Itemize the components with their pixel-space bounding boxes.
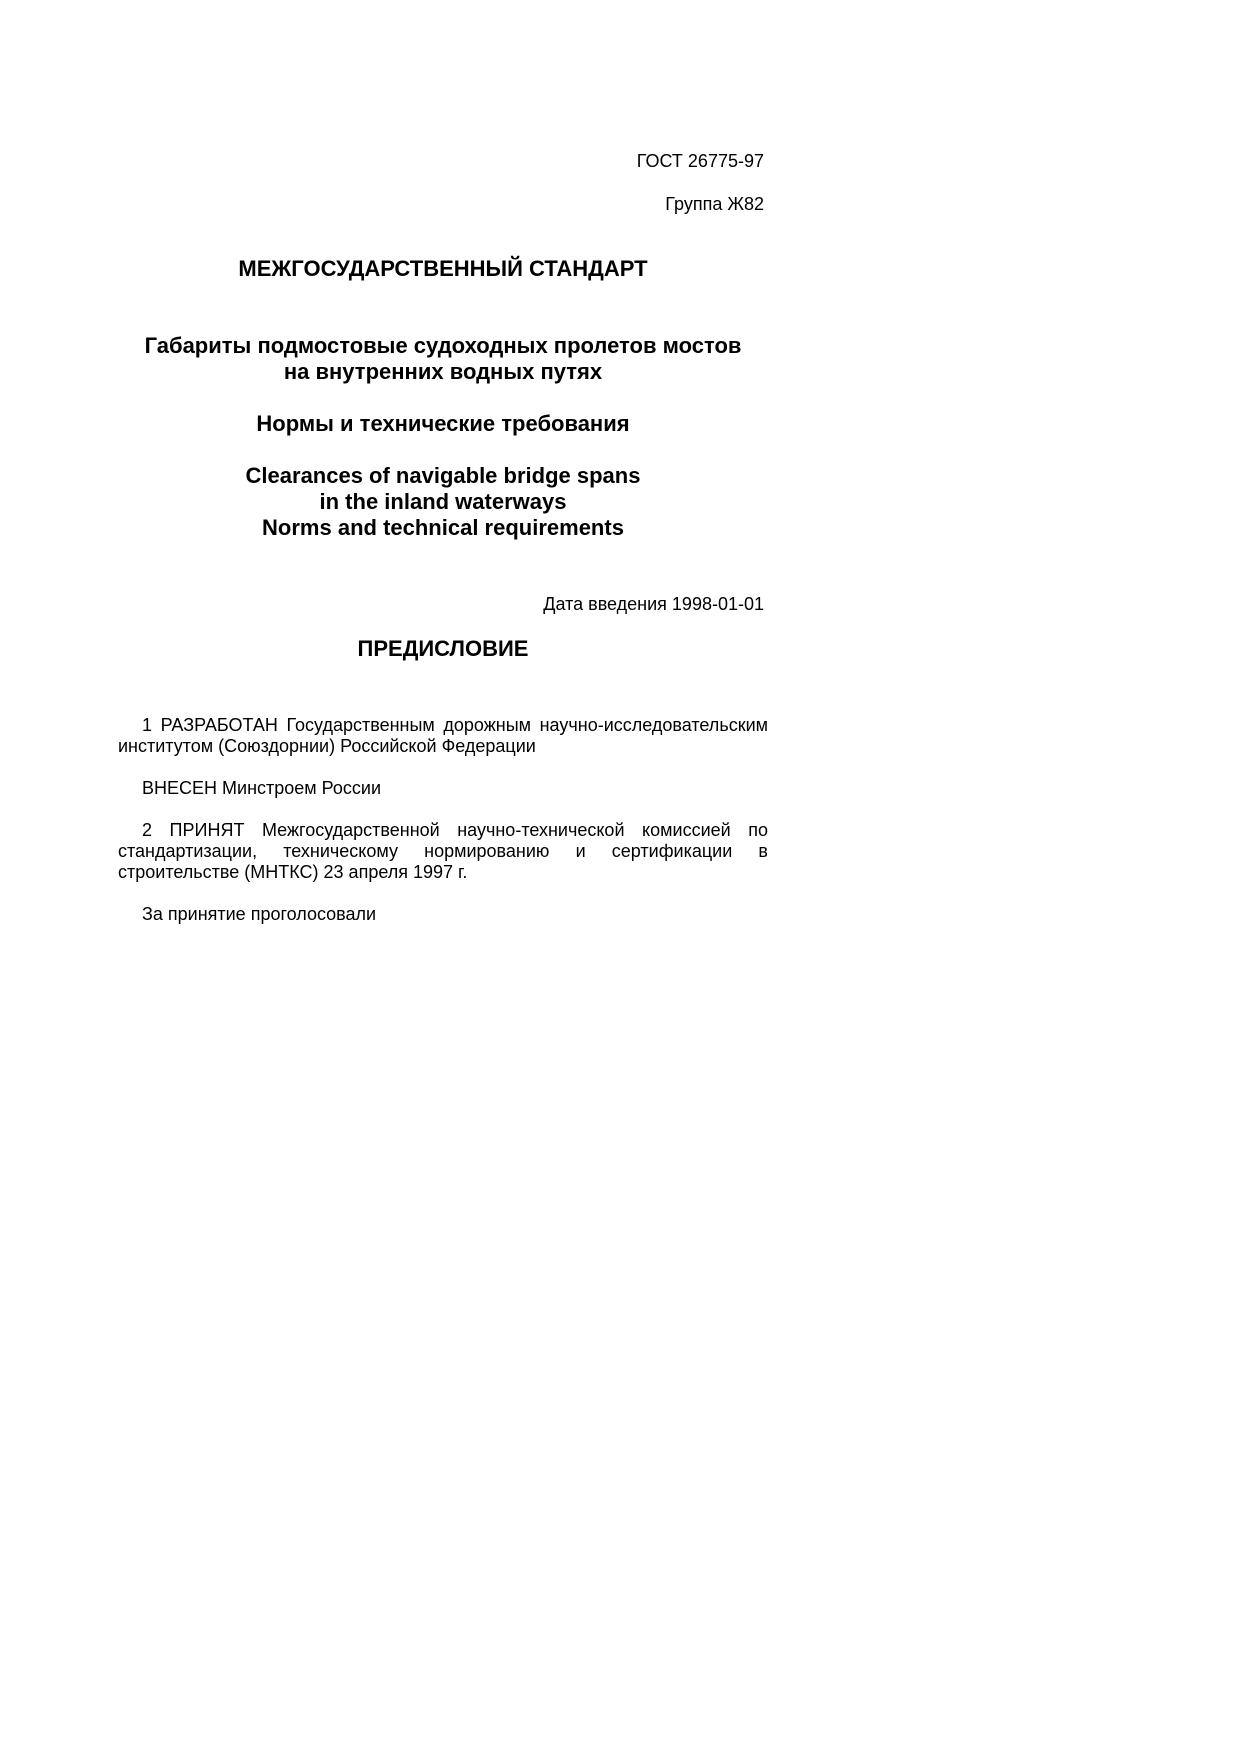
classification-group: Группа Ж82 [665,194,764,214]
russian-subtitle: Нормы и технические требования [256,411,630,436]
foreword-paragraph-2: ВНЕСЕН Минстроем России [142,778,381,798]
foreword-paragraph-3: 2 ПРИНЯТ Межгосударственной научно-технической комиссией по стандартизации, техническому нормированию и сертификации в строительстве (МНТКС) 23 апреля 1997 г. [118,820,768,882]
english-title [118,463,768,541]
russian-title [118,333,768,385]
gost-number: ГОСТ 26775-97 [636,151,764,171]
english-title-line-3: Norms and technical requirements [262,515,624,540]
introduction-date: Дата введения 1998-01-01 [543,594,764,614]
english-title-line-1: Clearances of navigable bridge spans [245,463,641,488]
russian-title-line-2: на внутренних водных путях [283,359,603,384]
standard-type-heading: МЕЖГОСУДАРСТВЕННЫЙ СТАНДАРТ [238,256,648,281]
english-title-line-2: in the inland waterways [319,489,567,514]
foreword-paragraph-4: За принятие проголосовали [142,904,377,924]
foreword-paragraph-1: 1 РАЗРАБОТАН Государственным дорожным научно-исследовательским институтом (Союздорнии) Российской Федерации [118,715,768,756]
foreword-heading: ПРЕДИСЛОВИЕ [357,636,529,661]
russian-title-line-1: Габариты подмостовые судоходных пролетов мостов [144,333,742,358]
